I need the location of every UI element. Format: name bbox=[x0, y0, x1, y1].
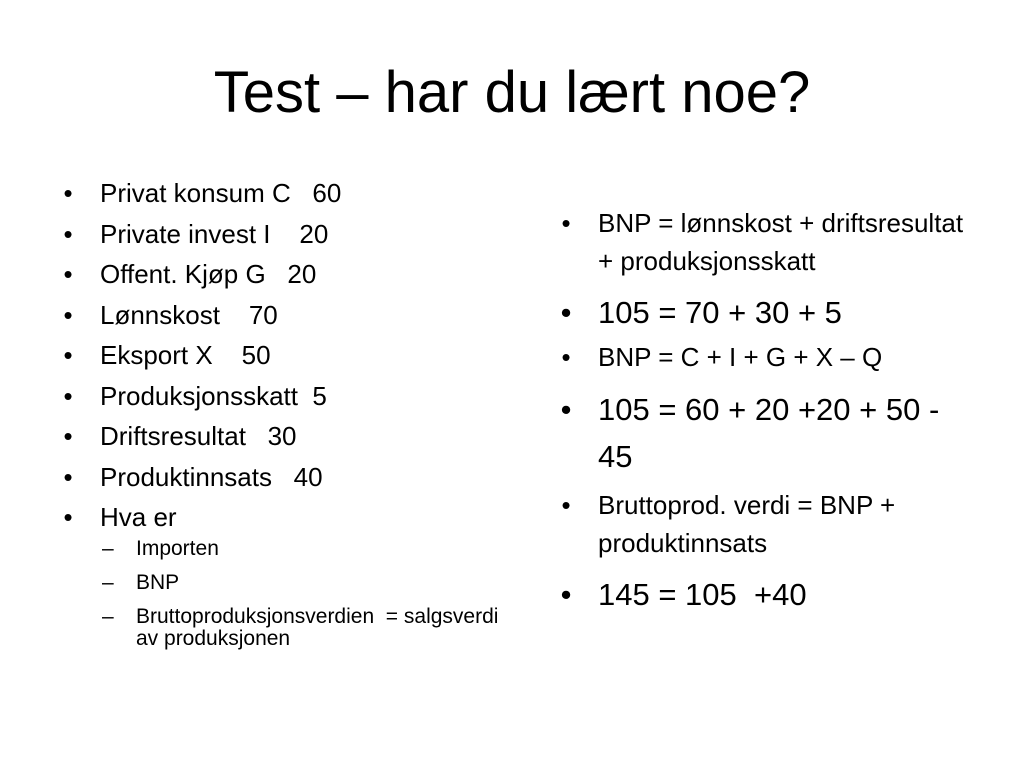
list-item bbox=[58, 502, 518, 532]
list-item-text: Offent. Kjøp G 20 bbox=[100, 259, 317, 289]
bullet-icon: • bbox=[63, 178, 73, 208]
list-item bbox=[556, 204, 976, 280]
list-item-text: Produksjonsskatt 5 bbox=[100, 380, 327, 411]
bullet-icon: • bbox=[63, 340, 73, 370]
sub-list-item bbox=[102, 538, 518, 560]
list-item-text: Lønnskost 70 bbox=[100, 299, 278, 330]
bullet-icon: • bbox=[63, 380, 73, 411]
list-item-text: Privat konsum C 60 bbox=[100, 178, 342, 208]
list-item bbox=[58, 340, 518, 370]
sub-list-item bbox=[102, 572, 518, 594]
list-item-text: 105 = 60 + 20 +20 + 50 - 45 bbox=[598, 392, 948, 474]
list-item-text: 105 = 70 + 30 + 5 bbox=[598, 295, 842, 330]
list-item-text: Produktinnsats 40 bbox=[100, 461, 323, 492]
list-item bbox=[58, 259, 518, 289]
bullet-icon: • bbox=[63, 421, 73, 451]
bullet-icon: • bbox=[63, 461, 73, 492]
list-item bbox=[58, 300, 518, 330]
bullet-icon: • bbox=[63, 218, 73, 249]
list-item bbox=[58, 381, 518, 411]
sub-list-item-text: BNP bbox=[136, 571, 180, 594]
bullet-icon: • bbox=[63, 299, 73, 330]
bullet-icon: • bbox=[561, 342, 571, 372]
bullet-icon: • bbox=[560, 577, 572, 612]
slide-title: Test – har du lært noe? bbox=[213, 60, 811, 125]
list-item-text: Hva er bbox=[100, 502, 177, 532]
list-item bbox=[556, 386, 976, 480]
list-item-text: BNP = C + I + G + X – Q bbox=[598, 342, 883, 372]
left-bullet-list bbox=[58, 178, 518, 662]
sub-list-item-text: Importen bbox=[136, 537, 219, 560]
bullet-icon: • bbox=[63, 259, 73, 289]
list-item bbox=[58, 219, 518, 249]
bullet-icon: • bbox=[561, 490, 571, 520]
bullet-icon: • bbox=[560, 295, 572, 330]
sub-list-item bbox=[102, 606, 518, 650]
list-item-text: Eksport X 50 bbox=[100, 340, 271, 370]
right-bullet-list bbox=[556, 204, 976, 624]
list-item-text: Bruttoprod. verdi = BNP + produktinnsats bbox=[598, 490, 903, 558]
bullet-icon: • bbox=[560, 392, 572, 427]
list-item bbox=[58, 462, 518, 492]
dash-icon: – bbox=[102, 571, 114, 594]
list-item bbox=[58, 421, 518, 451]
list-item bbox=[556, 571, 976, 618]
list-item-text: Private invest I 20 bbox=[100, 218, 329, 249]
list-item-text: 145 = 105 +40 bbox=[598, 577, 807, 612]
list-item bbox=[58, 178, 518, 208]
sub-list-item-text: Bruttoproduksjonsverdien = salgsverdi av produksjonen bbox=[136, 605, 505, 650]
sub-bullet-list bbox=[58, 538, 518, 650]
bullet-icon: • bbox=[63, 502, 73, 532]
list-item bbox=[556, 342, 976, 372]
list-item bbox=[556, 486, 976, 562]
list-item-text: Driftsresultat 30 bbox=[100, 421, 297, 451]
list-item-text: BNP = lønnskost + driftsresultat + produksjonsskatt bbox=[598, 208, 971, 276]
dash-icon: – bbox=[102, 605, 114, 628]
bullet-icon: • bbox=[561, 208, 571, 238]
dash-icon: – bbox=[102, 537, 114, 560]
sub-list-container bbox=[58, 538, 518, 650]
list-item bbox=[556, 289, 976, 336]
